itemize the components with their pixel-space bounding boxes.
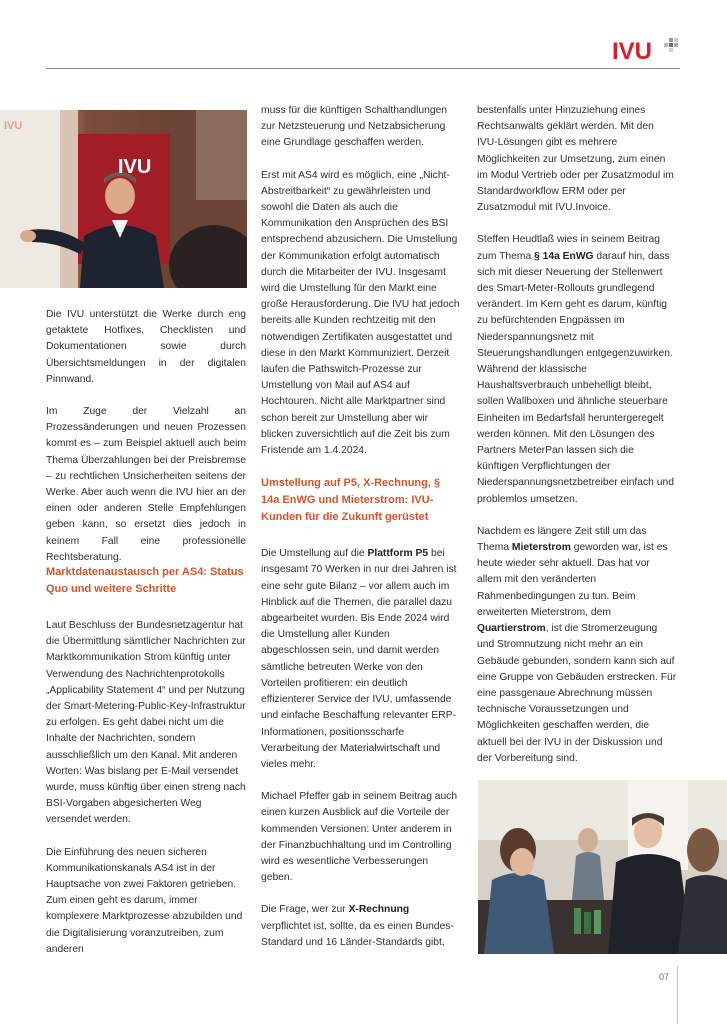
column-2 — [261, 103, 461, 967]
section-heading-p5: Umstellung auf P5, X-Rechnung, § 14a EnWG und Mieterstrom: IVU-Kunden für die Zukunft gerüstet — [261, 477, 441, 524]
keyword-mieterstrom: Mieterstrom — [511, 542, 571, 554]
keyword-14a-enwg: § 14a EnWG — [534, 250, 594, 262]
header-divider — [46, 68, 680, 69]
paragraph: muss für die künftigen Schalthandlungen zur Netzsteuerung und Netzabsicherung eine Grundlage geschaffen werden. — [261, 105, 448, 149]
footer-divider — [677, 966, 678, 1024]
logo-text: IVU — [612, 38, 653, 65]
keyword-x-rechnung: X-Rechnung — [348, 904, 410, 916]
paragraph: bestenfalls unter Hinzuziehung eines Rechtsanwalts geklärt werden. Mit den IVU-Lösungen gibt es mehrere Möglichkeiten zur Umsetzung, zum einen im Modul Vertrieb oder per Zusatzmodul im Standardworkflow ERM oder per Zusatzmodul mit IVU.Invoice. — [477, 105, 674, 214]
slide-logo-big: IVU — [118, 156, 152, 178]
keyword-quartierstrom: Quartierstrom — [477, 623, 546, 635]
column-3 — [477, 103, 677, 783]
paragraph: Die IVU unterstützt die Werke durch eng getaktete Hotfixes, Checklisten und Dokumentationen sowie durch Übersichtsmeldungen in der digitalen Pinnwand. — [46, 309, 246, 385]
paragraph: Erst mit AS4 wird es möglich, eine „Nicht-Abstreitbarkeit“ zu gewährleisten und sowohl die Daten als auch die Kommunikation den Ansprüchen des BSI entsprechend abzusichern. Die Umstellung der Kommunikation erfolgt automatisch durch die Mitarbeiter der IVU. Insgesamt wird die Umstellung für den Markt eine große Herausforderung. Die IVU hat jedoch bereits alle Kunden rechtzeitig mit den notwendigen Zertifikaten ausgestattet und diese in den Markt Kommuniziert. Derzeit laufen die Pathswitch-Prozesse zur Umstellung von Mail auf AS4 auf Hochtouren. Nicht alle Marktpartner sind schon bereit zur Umstellung aber wir blicken zuversichtlich auf die Zeit bis zum Fristende am 1.4.2024. — [261, 169, 460, 457]
column-1-continued — [46, 564, 246, 974]
paragraph: Im Zuge der Vielzahl an Prozessänderungen und neuen Prozessen kommt es – zum Beispiel aktuell auch beim Thema Überzahlungen bei der Preisbremse – zu rechtlichen Unsicherheiten seitens der Werke. Aber auch wenn die IVU hier an der einen oder anderen Stelle Empfehlungen geben kann, so ersetzt dies jedoch in keinem Fall eine professionelle Rechtsberatung. — [46, 406, 246, 563]
paragraph: Laut Beschluss der Bundesnetzagentur hat die Übermittlung sämtlicher Nachrichten zur Marktkommunikation Strom künftig unter Verwendung des Nachrichtenprotokolls „Applicability Statement 4“ und per Nutzung der Smart-Metering-Public-Key-Infrastruktur zu erfolgen. Es geht dabei nicht um die Inhalte der Nachrichten, sondern ausschließlich um den Kanal. Mit anderen Worten: Was bislang per E-Mail versendet wurde, muss künftig über einen streng nach BSI-Vorgaben abgesicherten Weg versendet werden. — [46, 620, 246, 826]
paragraph: Die Umstellung auf die Plattform P5 bei insgesamt 70 Werken in nur drei Jahren ist eine sehr gute Bilanz – vor allem auch im Hinblick auf die Themen, die parallel dazu abgearbeitet wurden. Bis Ende 2024 wird die Umstellung aller Kunden abgeschlossen sein, und damit werden sämtliche betreuten Werke von den Vorteilen profitieren: ein deutlich effizienterer Service der IVU, umfassende und einfache Beschaffung relevanter ERP-Informationen, positionsscharfe Verarbeitung der Materialwirtschaft und vieles mehr. — [261, 548, 457, 770]
ivu-logo — [612, 38, 680, 64]
logo-pixel-icon — [663, 38, 679, 54]
paragraph: Die Einführung des neuen sicheren Kommunikationskanals AS4 ist in der Hauptsache von zwei Faktoren getrieben. Zum einen geht es darum, immer komplexere Marktprozesse abzubilden und die Digitalisierung voranzutreiben, zum anderen — [46, 846, 243, 955]
paragraph: Die Frage, wer zur X-Rechnung verpflichtet ist, sollte, da es einen Bundes-Standard und 16 Länder-Standards gibt, — [261, 904, 454, 948]
speaker-photo — [0, 110, 247, 288]
section-heading-as4: Marktdatenaustausch per AS4: Status Quo und weitere Schritte — [46, 566, 244, 595]
paragraph: Steffen Heudtlaß wies in seinem Beitrag zum Thema § 14a EnWG darauf hin, dass sich mit dieser Neuerung der Stellenwert des Smart-Meter-Rollouts grundlegend verändert. Im Kern geht es darum, künftig zu befürchtenden Engpässen im Niederspannungsnetz mit Steuerungshandlungen entgegenzuwirken. Während der klassische Haushaltsverbrauch unbehelligt bleibt, sollen Wallboxen und ähnliche steuerbare Einheiten im Bedarfsfall heruntergeregelt werden können. Mit den Lösungen des Partners MeterPan lassen sich die künftigen Verpflichtungen der Niederspannungsnetzbetreiber einfach und problemlos umsetzen. — [477, 234, 674, 505]
paragraph: Nachdem es längere Zeit still um das Thema Mieterstrom geworden war, ist es heute wieder sehr aktuell. Das hat vor allem mit den veränderten Rahmenbedingungen zu tun. Beim erweiterten Mieterstrom, dem Quartierstrom, ist die Stromerzeugung und Stromnutzung nicht mehr an ein Gebäude gebunden, sondern kann sich auf eine Gruppe von Gebäuden erstrecken. Für eine passgenaue Abrechnung müssen technische Voraussetzungen und Möglichkeiten geschaffen werden, die aktuell bei der IVU in der Diskussion und der Vorbereitung sind. — [477, 525, 677, 764]
slide-logo-small: IVU — [4, 120, 23, 132]
audience-photo — [478, 780, 727, 954]
column-1 — [46, 307, 246, 582]
page-number: 07 — [659, 972, 670, 982]
keyword-plattform-p5: Plattform P5 — [367, 548, 429, 560]
paragraph: Michael Pfeffer gab in seinem Beitrag auch einen kurzen Ausblick auf die Vorteile der kommenden Versionen: Unter anderem in der Finanzbuchhaltung und im Controlling wird es wesentliche Verbesserungen geben. — [261, 791, 458, 884]
